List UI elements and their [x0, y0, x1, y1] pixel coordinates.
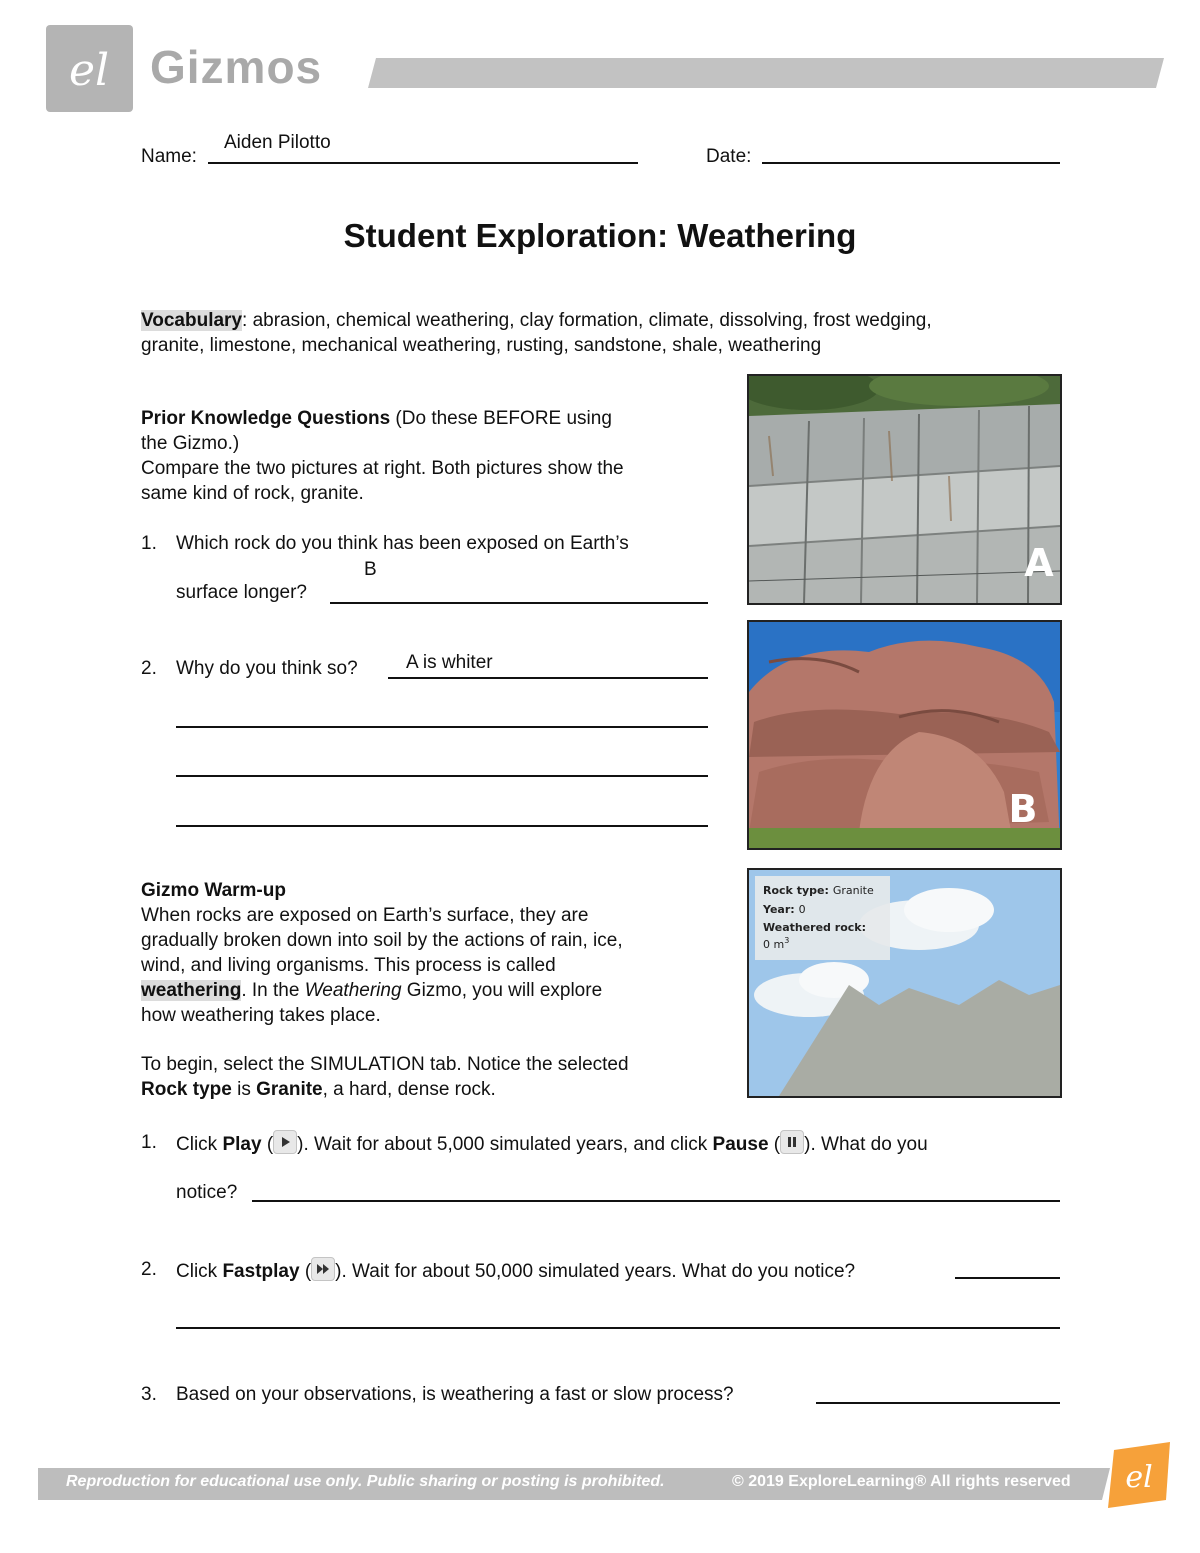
date-label: Date:: [706, 146, 752, 167]
warmup-line7-a: is: [231, 1079, 257, 1100]
question-2-answer: A is whiter: [406, 652, 493, 673]
footer-disclaimer: Reproduction for educational use only. Public sharing or posting is prohibited.: [66, 1473, 665, 1490]
footer-copyright: © 2019 ExploreLearning® All rights reserved: [732, 1473, 1071, 1490]
step-1-c: ). Wait for about 5,000 simulated years, and click: [297, 1134, 713, 1155]
warmup-line5: how weathering takes place.: [141, 1005, 381, 1026]
sim-weathered-unit: 3: [784, 936, 790, 945]
warmup-line4-c: Gizmo, you will explore: [401, 980, 603, 1001]
weathering-term: weathering: [141, 980, 242, 1001]
header-bar: [368, 58, 1164, 88]
prior-line4: same kind of rock, granite.: [141, 483, 364, 504]
date-field[interactable]: [762, 142, 1060, 164]
sim-weathered-value: 0 m: [763, 938, 785, 951]
name-value: Aiden Pilotto: [224, 132, 331, 153]
step-1-b: (: [261, 1134, 274, 1155]
svg-text:Year:0: [762, 903, 806, 916]
play-term: Play: [222, 1134, 262, 1155]
question-2-answer-line-2[interactable]: [176, 706, 708, 728]
step-2-a: Click: [176, 1261, 223, 1282]
sim-rock-type-value: Granite: [832, 884, 874, 897]
step-1-d: (: [768, 1134, 781, 1155]
vocabulary-line2: granite, limestone, mechanical weathering, rusting, sandstone, shale, weathering: [141, 335, 822, 356]
vocabulary-block: [141, 308, 1061, 358]
photo-b-label: B: [1008, 787, 1038, 831]
question-1-line1: Which rock do you think has been exposed on Earth’s: [176, 533, 629, 554]
fastplay-icon: [311, 1257, 335, 1281]
prior-heading: Prior Knowledge Questions: [141, 408, 391, 429]
question-1-answer-field[interactable]: [330, 582, 708, 604]
question-1-line2: surface longer?: [176, 582, 307, 603]
step-1-answer-field[interactable]: [252, 1181, 1060, 1202]
sim-year-label: Year:: [763, 903, 795, 916]
step-2-number: 2.: [141, 1259, 157, 1280]
step-3-answer-field[interactable]: [816, 1383, 1060, 1404]
step-2-answer-field[interactable]: [955, 1258, 1060, 1279]
el-logo-icon: [46, 25, 133, 112]
sim-rock-type-label: Rock type:: [763, 884, 829, 897]
warmup-line4-a: . In the: [241, 980, 305, 1001]
warmup-line1: When rocks are exposed on Earth’s surface, they are: [141, 905, 589, 926]
warmup-line6: To begin, select the SIMULATION tab. Notice the selected: [141, 1054, 629, 1075]
step-1-e: ). What do you: [804, 1134, 928, 1155]
question-1-answer: B: [364, 559, 377, 580]
photo-a-label: A: [1024, 541, 1054, 585]
step-2-b: (: [299, 1261, 312, 1282]
step-3-text: Based on your observations, is weathering a fast or slow process?: [176, 1384, 734, 1405]
step-1-line2: notice?: [176, 1182, 238, 1203]
question-2-answer-line-3[interactable]: [176, 755, 708, 777]
warmup-line7-c: , a hard, dense rock.: [322, 1079, 496, 1100]
weathering-gizmo-name: Weathering: [304, 980, 402, 1001]
brand-title: Gizmos: [150, 41, 323, 93]
warmup-line3: wind, and living organisms. This process is called: [141, 955, 556, 976]
play-icon: [273, 1130, 297, 1154]
question-2-text: Why do you think so?: [176, 658, 358, 679]
granite-term: Granite: [256, 1079, 323, 1100]
vocabulary-line1: : abrasion, chemical weathering, clay formation, climate, dissolving, frost wedging,: [242, 310, 932, 331]
rock-type-term: Rock type: [141, 1079, 232, 1100]
warmup-line2: gradually broken down into soil by the actions of rain, ice,: [141, 930, 623, 951]
explorelearning-logo-icon: [1104, 1442, 1176, 1508]
prior-heading-rest: (Do these BEFORE using: [390, 408, 612, 429]
svg-text:el: el: [1125, 1460, 1153, 1495]
step-1-a: Click: [176, 1134, 223, 1155]
pause-term: Pause: [712, 1134, 769, 1155]
prior-line2: the Gizmo.): [141, 433, 240, 454]
svg-text:Rock type:Granite: [763, 884, 874, 897]
warmup-heading: Gizmo Warm-up: [141, 880, 286, 901]
svg-text:el: el: [68, 45, 110, 96]
name-label: Name:: [141, 146, 197, 167]
photo-b-weathered-granite: [747, 620, 1062, 850]
prior-line3: Compare the two pictures at right. Both pictures show the: [141, 458, 624, 479]
step-2-text: [176, 1257, 855, 1284]
gizmos-logo: [46, 25, 133, 112]
fastplay-term: Fastplay: [222, 1261, 300, 1282]
step-2-answer-line-2[interactable]: [176, 1308, 1060, 1329]
sim-weathered-label: Weathered rock:: [763, 921, 866, 934]
step-1-text: [176, 1130, 928, 1157]
step-1-number: 1.: [141, 1132, 157, 1153]
photo-a-granite-quarry: [747, 374, 1062, 605]
prior-knowledge-block: [141, 406, 701, 506]
question-2-answer-line-4[interactable]: [176, 805, 708, 827]
vocabulary-label: Vocabulary: [141, 310, 243, 331]
simulation-preview: [747, 868, 1062, 1098]
step-3-number: 3.: [141, 1384, 157, 1405]
sim-year-value: 0: [798, 903, 806, 916]
question-2-number: 2.: [141, 658, 157, 679]
question-1-number: 1.: [141, 533, 157, 554]
page-title: Student Exploration: Weathering: [343, 217, 857, 254]
pause-icon: [780, 1130, 804, 1154]
warmup-block: [141, 878, 721, 1102]
step-2-c: ). Wait for about 50,000 simulated years. What do you notice?: [335, 1261, 856, 1282]
